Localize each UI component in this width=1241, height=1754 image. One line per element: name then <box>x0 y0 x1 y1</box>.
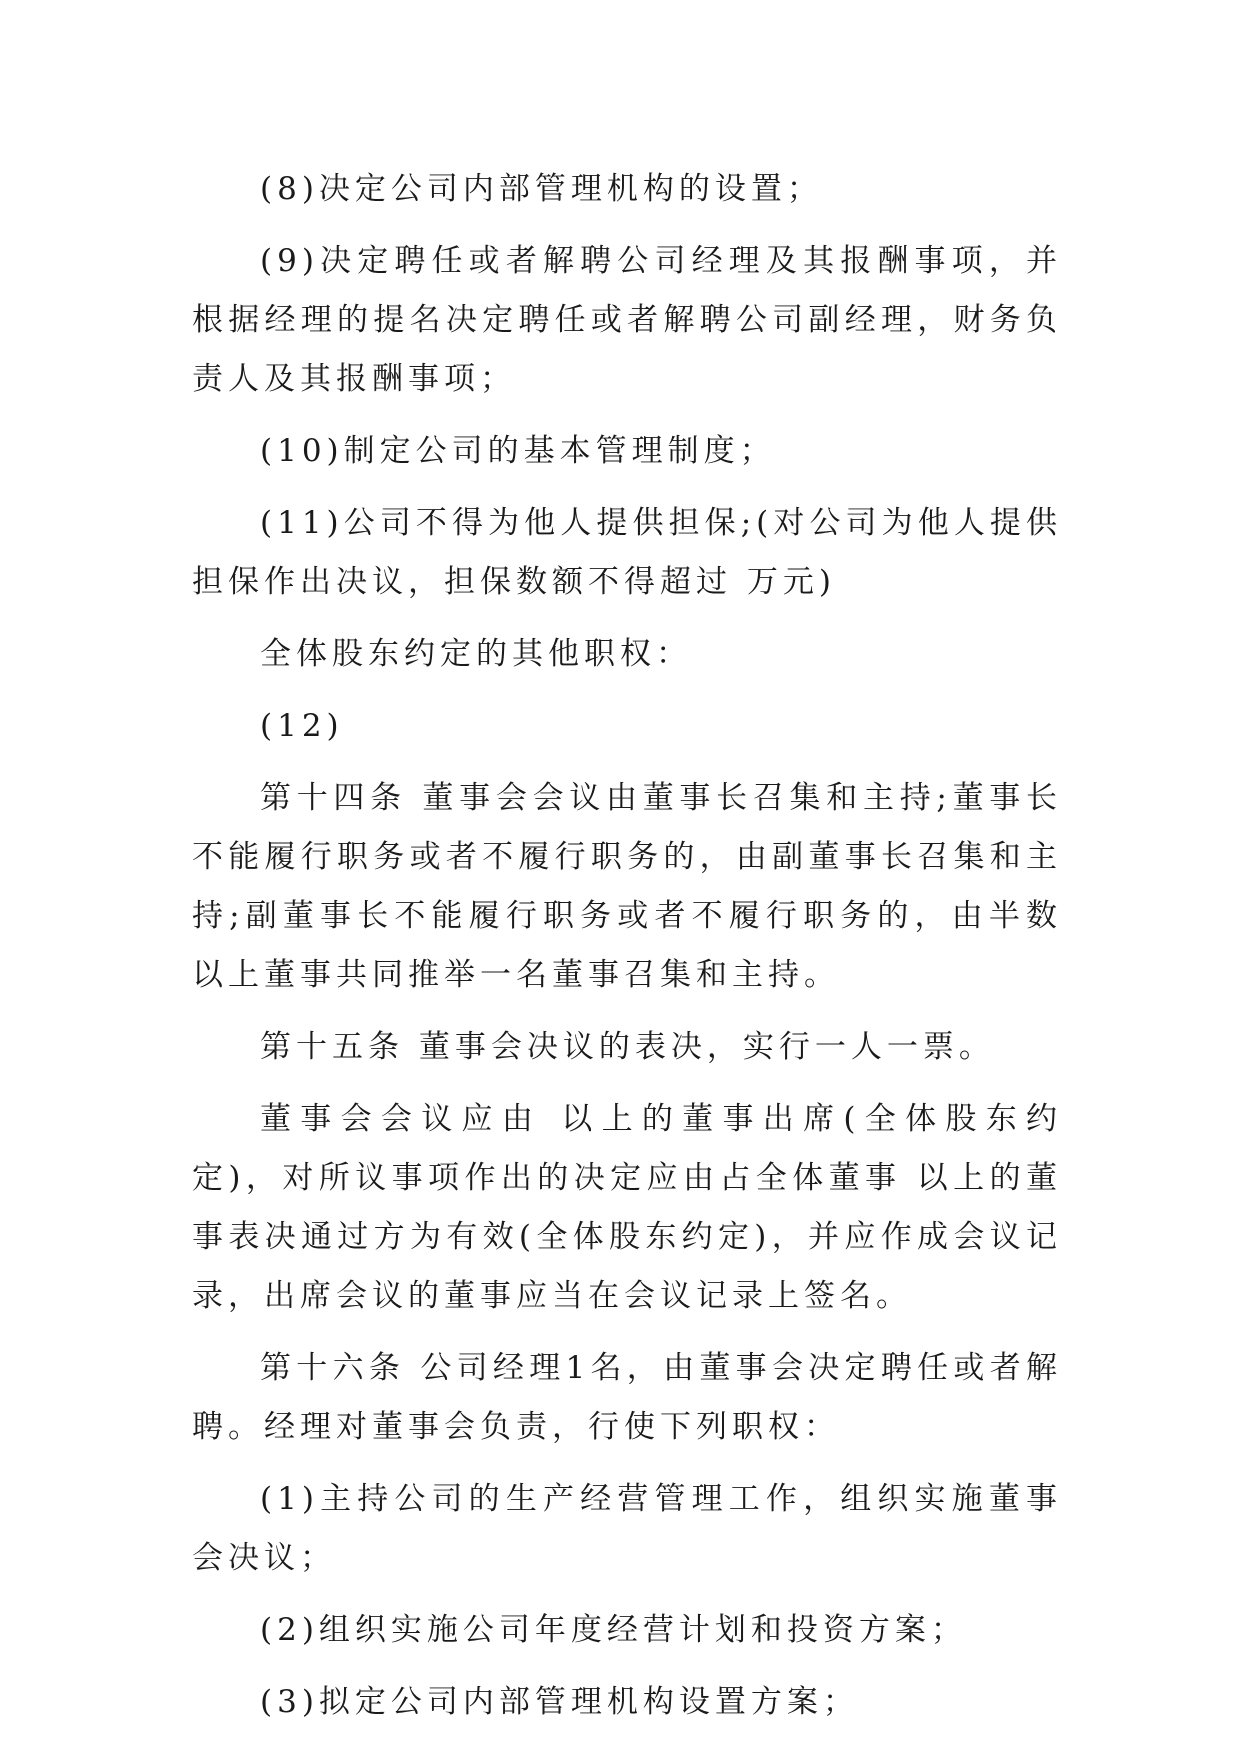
paragraph-board-quorum: 董事会会议应由 以上的董事出席(全体股东约定)，对所议事项作出的决定应由占全体董事 以上的董事表决通过方为有效(全体股东约定)，并应作成会议记录，出席会议的董事应当在会议记录上签名。 <box>192 1101 1062 1314</box>
paragraph-manager-item-2: (2)组织实施公司年度经营计划和投资方案； <box>260 1612 967 1648</box>
paragraph-other-powers: 全体股东约定的其他职权： <box>260 636 692 672</box>
paragraph-article-16: 第十六条 公司经理1名，由董事会决定聘任或者解聘。经理对董事会负责，行使下列职权： <box>192 1350 1062 1445</box>
paragraph-article-15: 第十五条 董事会决议的表决，实行一人一票。 <box>260 1029 995 1065</box>
paragraph-item-8: (8)决定公司内部管理机构的设置； <box>260 171 823 207</box>
paragraph-article-14: 第十四条 董事会会议由董事长召集和主持;董事长不能履行职务或者不履行职务的，由副董事长召集和主持;副董事长不能履行职务或者不履行职务的，由半数以上董事共同推举一名董事召集和主持。 <box>192 780 1062 993</box>
paragraph-item-12: (12) <box>260 708 344 744</box>
paragraph-item-11: (11)公司不得为他人提供担保;(对公司为他人提供担保作出决议，担保数额不得超过 万元) <box>192 505 1062 600</box>
paragraph-item-10: (10)制定公司的基本管理制度； <box>260 433 776 469</box>
paragraph-manager-item-3: (3)拟定公司内部管理机构设置方案； <box>260 1684 859 1720</box>
paragraph-manager-item-1: (1)主持公司的生产经营管理工作，组织实施董事会决议； <box>192 1481 1062 1576</box>
paragraph-item-9: (9)决定聘任或者解聘公司经理及其报酬事项，并根据经理的提名决定聘任或者解聘公司副经理，财务负责人及其报酬事项； <box>192 243 1062 397</box>
document-page <box>192 160 1062 1745</box>
